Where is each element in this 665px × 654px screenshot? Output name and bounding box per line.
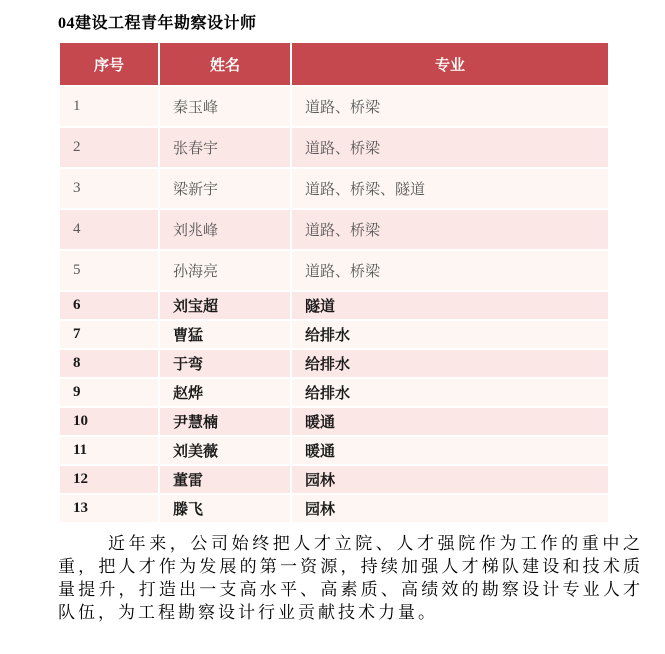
cell-serial: 5 [59,250,159,291]
table-row [59,86,609,127]
cell-serial: 12 [59,465,159,494]
cell-serial: 6 [59,291,159,320]
cell-major: 道路、桥梁 [291,250,609,291]
table-row [59,378,609,407]
table-row [59,436,609,465]
column-header-name: 姓名 [159,42,291,86]
cell-major: 给排水 [291,349,609,378]
table-row [59,250,609,291]
cell-major: 暖通 [291,436,609,465]
designers-table [58,41,610,524]
cell-serial: 10 [59,407,159,436]
cell-name: 于弯 [159,349,291,378]
cell-serial: 1 [59,86,159,127]
cell-major: 园林 [291,465,609,494]
table-row [59,465,609,494]
column-header-serial: 序号 [59,42,159,86]
table-row [59,407,609,436]
cell-major: 道路、桥梁 [291,127,609,168]
cell-serial: 8 [59,349,159,378]
closing-paragraph: 近年来，公司始终把人才立院、人才强院作为工作的重中之重，把人才作为发展的第一资源，持续加强人才梯队建设和技术质量提升，打造出一支高水平、高素质、高绩效的勘察设计专业人才队伍，为工程勘察设计行业贡献技术力量。 [58,534,643,622]
table-header [59,42,609,86]
page-title: 04建设工程青年勘察设计师 [58,15,257,32]
cell-major: 道路、桥梁 [291,86,609,127]
cell-serial: 2 [59,127,159,168]
table-row [59,209,609,250]
cell-name: 刘美薇 [159,436,291,465]
cell-name: 秦玉峰 [159,86,291,127]
cell-name: 滕飞 [159,494,291,523]
cell-name: 董雷 [159,465,291,494]
cell-name: 刘兆峰 [159,209,291,250]
cell-name: 尹慧楠 [159,407,291,436]
header-row [59,42,609,86]
column-header-major: 专业 [291,42,609,86]
cell-name: 刘宝超 [159,291,291,320]
table-body [59,86,609,523]
cell-name: 张春宇 [159,127,291,168]
cell-serial: 7 [59,320,159,349]
cell-major: 给排水 [291,320,609,349]
cell-serial: 3 [59,168,159,209]
cell-major: 给排水 [291,378,609,407]
table-row [59,349,609,378]
cell-major: 园林 [291,494,609,523]
cell-serial: 4 [59,209,159,250]
table-row [59,291,609,320]
cell-serial: 9 [59,378,159,407]
cell-serial: 13 [59,494,159,523]
table-row [59,168,609,209]
cell-major: 道路、桥梁、隧道 [291,168,609,209]
cell-major: 隧道 [291,291,609,320]
cell-serial: 11 [59,436,159,465]
cell-name: 赵烨 [159,378,291,407]
table-row [59,320,609,349]
cell-major: 暖通 [291,407,609,436]
cell-name: 曹猛 [159,320,291,349]
table-row [59,494,609,523]
table-row [59,127,609,168]
cell-name: 孙海亮 [159,250,291,291]
cell-major: 道路、桥梁 [291,209,609,250]
cell-name: 梁新宇 [159,168,291,209]
